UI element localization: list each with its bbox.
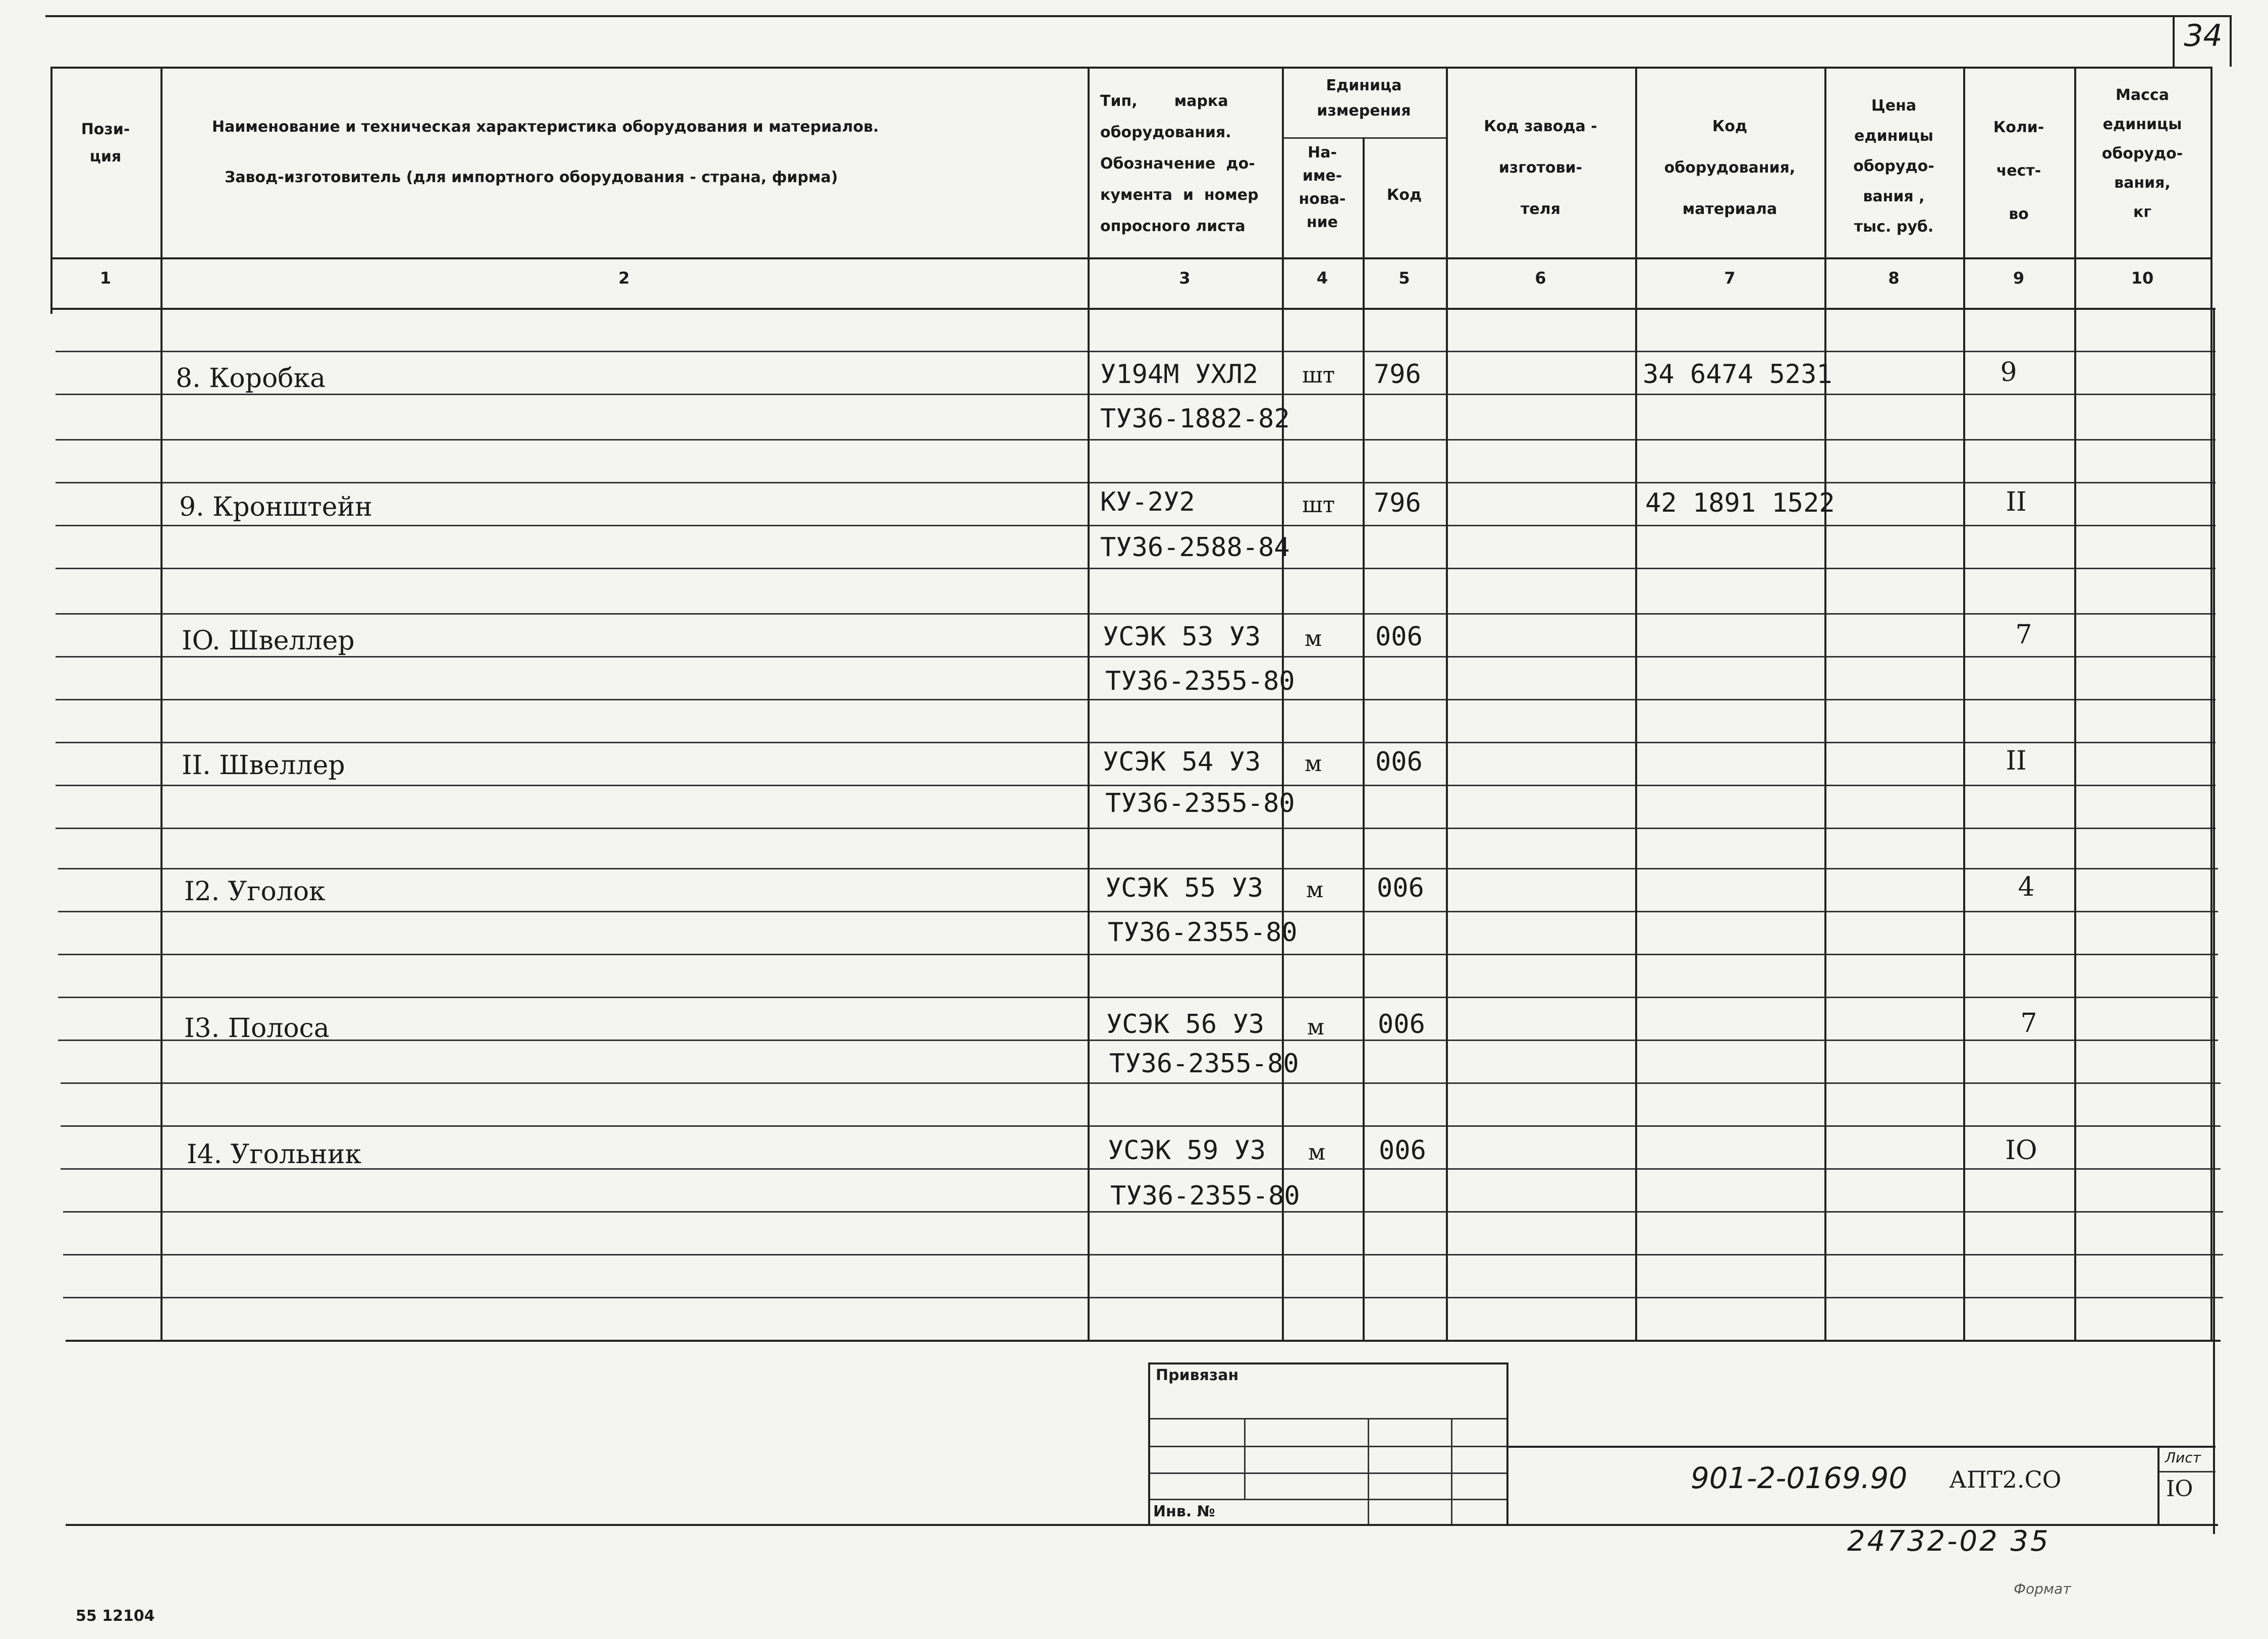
item-type: УСЭК 59 УЗ [1108, 1135, 1266, 1166]
col-line [2074, 67, 2076, 1341]
item-unit-code: 006 [1378, 1009, 1425, 1040]
item-name: I4. Угольник [187, 1139, 361, 1170]
item-name: 8. Коробка [176, 363, 326, 394]
header-quantity: Коли- чест- во [1993, 119, 2044, 223]
row-line [56, 525, 2216, 526]
header-bottom-border [50, 257, 2210, 259]
item-unit-code: 006 [1375, 747, 1423, 777]
col-line [1963, 67, 1965, 1341]
stamp-inv-label: Инв. № [1153, 1503, 1215, 1520]
title-line [1506, 1446, 2216, 1448]
format-label: Формат [2014, 1580, 2071, 1597]
header-price: Цена единицы оборудо- вания , тыс. руб. [1853, 97, 1934, 236]
header-type: Тип, марка оборудования. Обозначение до- кумента и номер опросного листа [1100, 92, 1259, 235]
stamp-line [1451, 1418, 1452, 1524]
row-line [56, 439, 2216, 441]
item-doc: ТУ36-2355-80 [1108, 917, 1298, 948]
stamp-line [1148, 1499, 1506, 1500]
item-quantity: IO [2005, 1135, 2037, 1166]
colnum-bottom-border [50, 308, 2216, 310]
row-line [56, 613, 2216, 615]
archive-number: 24732-02 35 [1847, 1525, 2050, 1558]
stamp-line [1148, 1418, 1506, 1419]
header-unit-name: На- име- нова- ние [1299, 144, 1346, 231]
row-line [58, 997, 2218, 998]
item-type: УСЭК 53 УЗ [1103, 622, 1261, 652]
header-unit-group: Единица измерения [1317, 77, 1411, 120]
colnum-4: 4 [1316, 268, 1328, 288]
header-name-line1: Наименование и техническая характеристика оборудования и материалов. [212, 118, 879, 136]
header-maker-code: Код завода - изготови- теля [1484, 118, 1597, 218]
item-quantity: 7 [2015, 620, 2032, 650]
item-doc: ТУ36-2355-80 [1105, 666, 1295, 696]
row-line [58, 1040, 2218, 1041]
colnum-3: 3 [1179, 268, 1191, 288]
colnum-9: 9 [2013, 268, 2025, 288]
item-unit-code: 796 [1374, 359, 1421, 390]
item-unit: м [1305, 751, 1322, 777]
right-frame [2213, 308, 2215, 1534]
item-unit-code: 006 [1377, 873, 1424, 903]
sheet-value: IO [2166, 1476, 2193, 1502]
item-type: У194М УХЛ2 [1100, 359, 1259, 390]
table-top-border [50, 67, 2210, 69]
stamp-line [1244, 1418, 1246, 1499]
row-line [58, 868, 2218, 869]
col-line [1635, 67, 1637, 1341]
doc-number: 901-2-0169.90 [1691, 1461, 1908, 1495]
row-line [56, 656, 2216, 658]
item-type: УСЭК 54 УЗ [1103, 747, 1261, 777]
col-line [1446, 67, 1448, 1341]
item-type: УСЭК 55 УЗ [1105, 873, 1264, 903]
colnum-2: 2 [618, 268, 630, 288]
item-quantity: 4 [2018, 872, 2035, 902]
stamp-line [1148, 1472, 1506, 1474]
item-quantity: II [2006, 487, 2027, 517]
header-unit-code: Код [1386, 186, 1422, 204]
header-equip-code: Код оборудования, материала [1664, 118, 1796, 218]
item-name: 9. Кронштейн [179, 492, 372, 522]
item-quantity: 9 [2000, 357, 2017, 388]
colnum-1: 1 [99, 268, 112, 288]
item-doc: ТУ36-2588-84 [1100, 532, 1290, 563]
form-code: 55 12104 [76, 1607, 155, 1625]
row-line [56, 351, 2216, 352]
colnum-6: 6 [1535, 268, 1546, 288]
stamp-line [1368, 1418, 1369, 1524]
item-name: I3. Полоса [184, 1013, 330, 1044]
col-line [1088, 67, 1090, 1341]
item-unit: м [1308, 1139, 1326, 1165]
row-line [61, 1125, 2221, 1127]
item-unit-code: 006 [1375, 622, 1423, 652]
item-doc: ТУ36-1882-82 [1100, 404, 1290, 434]
item-name: II. Швеллер [182, 750, 345, 781]
header-name-line2: Завод-изготовитель (для импортного оборудования - страна, фирма) [225, 169, 838, 186]
row-line [61, 1168, 2221, 1170]
stamp-line [1148, 1362, 1150, 1526]
stamp-line [1148, 1362, 1506, 1364]
row-line [56, 482, 2216, 483]
colnum-5: 5 [1398, 268, 1410, 288]
row-line [56, 568, 2216, 569]
stamp-attached-label: Привязан [1156, 1367, 1239, 1384]
item-doc: ТУ36-2355-80 [1110, 1181, 1300, 1211]
doc-code: АПТ2.СО [1949, 1466, 2062, 1493]
col-line [160, 67, 163, 1341]
item-unit: м [1307, 1014, 1325, 1040]
row-line [56, 828, 2216, 829]
colnum-10: 10 [2131, 268, 2154, 288]
sheet-label: Лист [2165, 1449, 2201, 1466]
colnum-8: 8 [1888, 268, 1900, 288]
col-line [1824, 67, 1826, 1341]
item-quantity: II [2006, 746, 2027, 776]
item-unit: м [1305, 626, 1322, 651]
item-doc: ТУ36-2355-80 [1105, 788, 1295, 818]
item-equip-code: 42 1891 1522 [1645, 488, 1835, 518]
title-line [2157, 1471, 2216, 1472]
col-line [2210, 67, 2212, 1341]
item-unit: шт [1302, 492, 1335, 518]
sheet-box-line [2173, 15, 2175, 67]
table-top-frame [45, 15, 2231, 17]
item-unit: м [1306, 877, 1324, 903]
item-type: КУ-2У2 [1100, 487, 1195, 517]
stamp-line [1506, 1362, 1508, 1526]
colnum-7: 7 [1724, 268, 1736, 288]
item-quantity: 7 [2020, 1008, 2037, 1039]
row-line [56, 699, 2216, 700]
sheet-box-line [2230, 15, 2232, 67]
item-doc: ТУ36-2355-80 [1109, 1049, 1299, 1079]
item-type: УСЭК 56 УЗ [1106, 1009, 1265, 1040]
stamp-line [1148, 1446, 1506, 1447]
header-position: Пози- ция [81, 121, 130, 166]
row-line [63, 1254, 2223, 1255]
row-line [63, 1297, 2223, 1298]
table-bottom-border [66, 1340, 2221, 1342]
item-equip-code: 34 6474 5231 [1643, 359, 1832, 390]
col-line [1282, 67, 1284, 1341]
title-line [2157, 1446, 2159, 1524]
item-unit: шт [1302, 362, 1335, 388]
row-line [63, 1211, 2223, 1213]
item-name: I2. Уголок [184, 877, 326, 907]
row-line [56, 785, 2216, 786]
item-unit-code: 006 [1379, 1135, 1426, 1166]
row-line [58, 954, 2218, 955]
row-line [56, 742, 2216, 743]
header-mass: Масса единицы оборудо- вания, кг [2101, 86, 2183, 221]
item-name: IO. Швеллер [182, 626, 355, 656]
row-line [58, 911, 2218, 912]
row-line [56, 394, 2216, 395]
row-line [61, 1082, 2221, 1084]
col-line [1363, 137, 1365, 1341]
sheet-number: 34 [2184, 18, 2223, 53]
item-unit-code: 796 [1374, 488, 1421, 518]
